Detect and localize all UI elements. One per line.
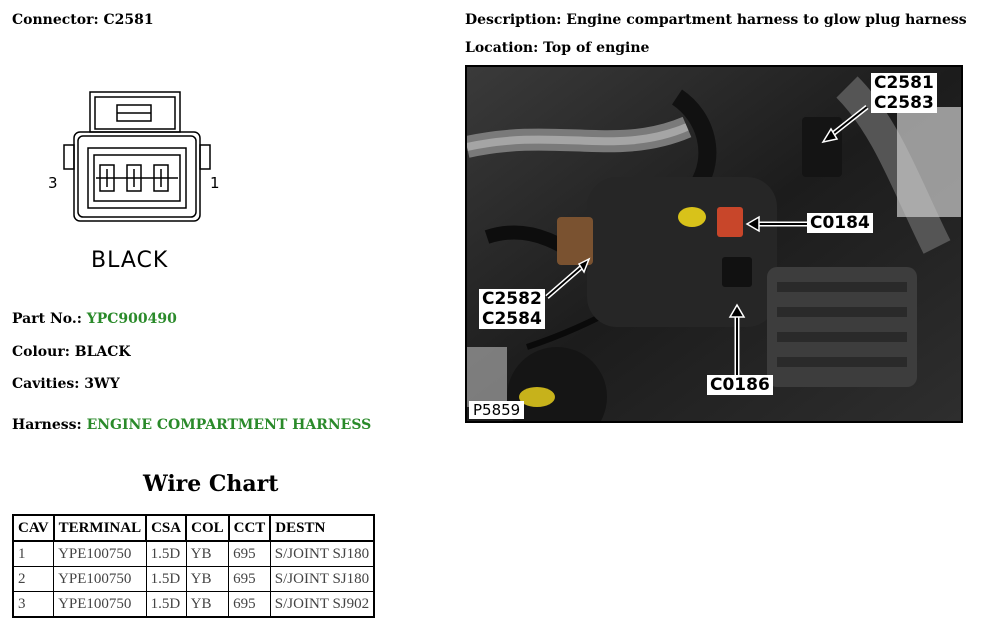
engine-photo-art bbox=[467, 67, 961, 421]
harness-value: ENGINE COMPARTMENT HARNESS bbox=[86, 417, 372, 433]
callout-c2584: C2584 bbox=[482, 309, 542, 329]
harness-label: Harness: bbox=[12, 417, 82, 433]
wire-chart-table bbox=[12, 514, 375, 618]
header-cct: CCT bbox=[229, 515, 271, 541]
photo-id: P5859 bbox=[469, 401, 524, 419]
cell-csa: 1.5D bbox=[146, 592, 186, 618]
callout-c2582: C2582 bbox=[482, 289, 542, 309]
cavities-value: 3WY bbox=[84, 376, 120, 392]
cell-terminal: YPE100750 bbox=[54, 541, 147, 567]
callout-c0184: C0184 bbox=[807, 213, 873, 233]
cell-csa: 1.5D bbox=[146, 541, 186, 567]
wire-chart-title: Wire Chart bbox=[143, 471, 279, 497]
cell-cav: 1 bbox=[13, 541, 54, 567]
connector-color-label: BLACK bbox=[91, 248, 169, 273]
cell-cav: 2 bbox=[13, 567, 54, 592]
callout-c2581: C2581 bbox=[874, 73, 934, 93]
cell-terminal: YPE100750 bbox=[54, 592, 147, 618]
description-line bbox=[465, 12, 967, 28]
table-row bbox=[13, 592, 374, 618]
callout-c2583: C2583 bbox=[874, 93, 934, 113]
cell-col: YB bbox=[186, 541, 229, 567]
connector-value: C2581 bbox=[103, 12, 154, 28]
cavities-line bbox=[12, 376, 120, 392]
colour-value: BLACK bbox=[74, 344, 131, 360]
callout-c2582-c2584 bbox=[479, 289, 545, 329]
location-value: Top of engine bbox=[543, 40, 650, 56]
part-no-line bbox=[12, 311, 177, 327]
cell-col: YB bbox=[186, 592, 229, 618]
cell-destn: S/JOINT SJ180 bbox=[270, 567, 374, 592]
header-destn: DESTN bbox=[270, 515, 374, 541]
part-no-value: YPC900490 bbox=[86, 311, 177, 327]
cell-csa: 1.5D bbox=[146, 567, 186, 592]
harness-line bbox=[12, 417, 371, 433]
callout-c2581-c2583 bbox=[871, 73, 937, 113]
colour-line bbox=[12, 344, 131, 360]
pin-label-right: 1 bbox=[210, 174, 220, 192]
connector-label: Connector: bbox=[12, 12, 99, 28]
cell-cct: 695 bbox=[229, 567, 271, 592]
header-cav: CAV bbox=[13, 515, 54, 541]
table-header-row bbox=[13, 515, 374, 541]
description-label: Description: bbox=[465, 12, 562, 28]
location-label: Location: bbox=[465, 40, 539, 56]
cell-destn: S/JOINT SJ902 bbox=[270, 592, 374, 618]
header-csa: CSA bbox=[146, 515, 186, 541]
connector-line bbox=[12, 12, 154, 28]
description-value: Engine compartment harness to glow plug harness bbox=[566, 12, 967, 28]
cell-cct: 695 bbox=[229, 541, 271, 567]
colour-label: Colour: bbox=[12, 344, 70, 360]
engine-photo bbox=[465, 65, 963, 423]
table-row bbox=[13, 541, 374, 567]
callout-c0186: C0186 bbox=[707, 375, 773, 395]
cell-terminal: YPE100750 bbox=[54, 567, 147, 592]
location-line bbox=[465, 40, 649, 56]
table-row bbox=[13, 567, 374, 592]
cell-col: YB bbox=[186, 567, 229, 592]
header-col: COL bbox=[186, 515, 229, 541]
cell-cct: 695 bbox=[229, 592, 271, 618]
pin-label-left: 3 bbox=[48, 174, 58, 192]
header-terminal: TERMINAL bbox=[54, 515, 147, 541]
part-no-label: Part No.: bbox=[12, 311, 82, 327]
cell-destn: S/JOINT SJ180 bbox=[270, 541, 374, 567]
cell-cav: 3 bbox=[13, 592, 54, 618]
cavities-label: Cavities: bbox=[12, 376, 80, 392]
